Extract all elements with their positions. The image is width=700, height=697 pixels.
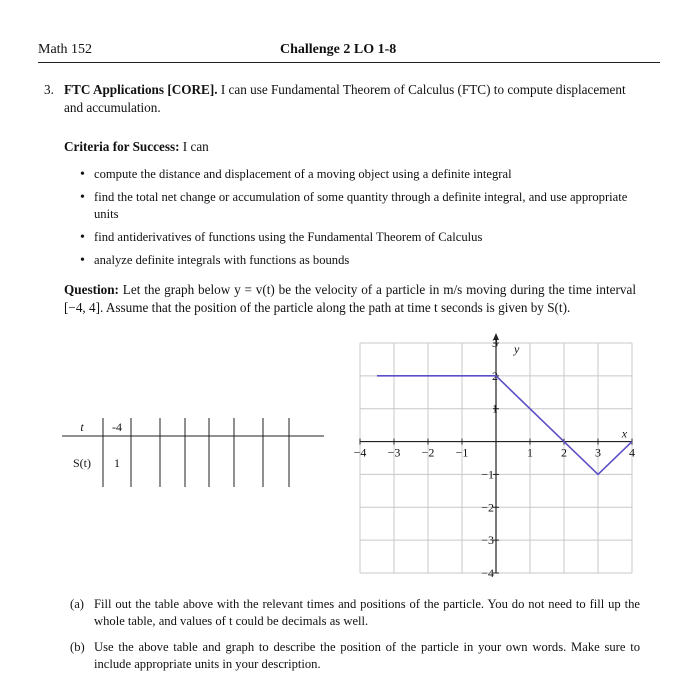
part-text: Fill out the table above with the relevant times and positions of the particle. You do not need to fill up the whole table, and values of t could be decimals as well. [94,597,640,628]
part-label: (b) [70,640,85,654]
question-intro-text: I can use Fundamental Theorem of Calculus (FTC) to compute displacement and accumulation. [64,82,626,115]
velocity-line [377,376,632,475]
table-s-label: S(t) [73,456,91,470]
y-tick-label: −1 [481,467,494,482]
x-tick-label: −2 [421,445,435,460]
criteria-suffix: I can [179,139,209,154]
challenge-title: Challenge 2 LO 1-8 [280,42,397,57]
y-tick-label: 2 [492,368,498,383]
x-tick-label: 3 [595,445,601,460]
criteria-item: • compute the distance and displacement of a moving object using a definite integral [64,166,639,183]
x-tick-label: −4 [353,445,367,460]
question-body: Let the graph below y = v(t) be the velocity of a particle in m/s moving during the time interval [−4, 4]. Assume that the position of the particle along the path at time t seconds is given by S(t). [64,282,636,315]
y-axis-label: y [514,342,520,356]
graph-tick-labels [354,336,635,580]
part-label: (a) [70,597,84,611]
question-title: FTC Applications [CORE]. [64,82,218,97]
x-tick-label: 2 [561,445,567,460]
table-t-value: -4 [112,420,122,434]
question-label: Question: [64,282,119,297]
x-tick-label: −3 [387,445,401,460]
part-text: Use the above table and graph to describe the position of the particle in your own words. Make sure to include appropriate units in your description. [94,640,640,671]
x-axis-label: x [621,426,628,441]
x-tick-label: 4 [629,445,635,460]
y-tick-label: 1 [492,401,498,416]
question-parts [70,596,640,682]
criteria-item: • find the total net change or accumulation of some quantity through a definite integral, and use appropriate units [64,189,639,223]
x-tick-label: 1 [527,445,533,460]
position-table [62,418,324,487]
velocity-graph [354,333,635,580]
y-tick-label: −3 [481,533,494,548]
x-tick-label: −1 [455,445,469,460]
y-tick-label: 3 [492,336,498,350]
table-s-value: 1 [114,456,120,470]
criteria-label: Criteria for Success: [64,139,180,154]
y-tick-label: −4 [481,566,494,580]
graph-series [377,376,632,475]
criteria-item: • analyze definite integrals with functions as bounds [64,252,639,269]
part-b [70,639,640,673]
table-t-label: t [80,420,84,434]
y-tick-label: −2 [481,500,494,515]
criteria-item: • find antiderivatives of functions using the Fundamental Theorem of Calculus [64,229,639,246]
question-number: 3. [44,82,54,97]
course-name: Math 152 [38,42,93,57]
part-a [70,596,640,630]
